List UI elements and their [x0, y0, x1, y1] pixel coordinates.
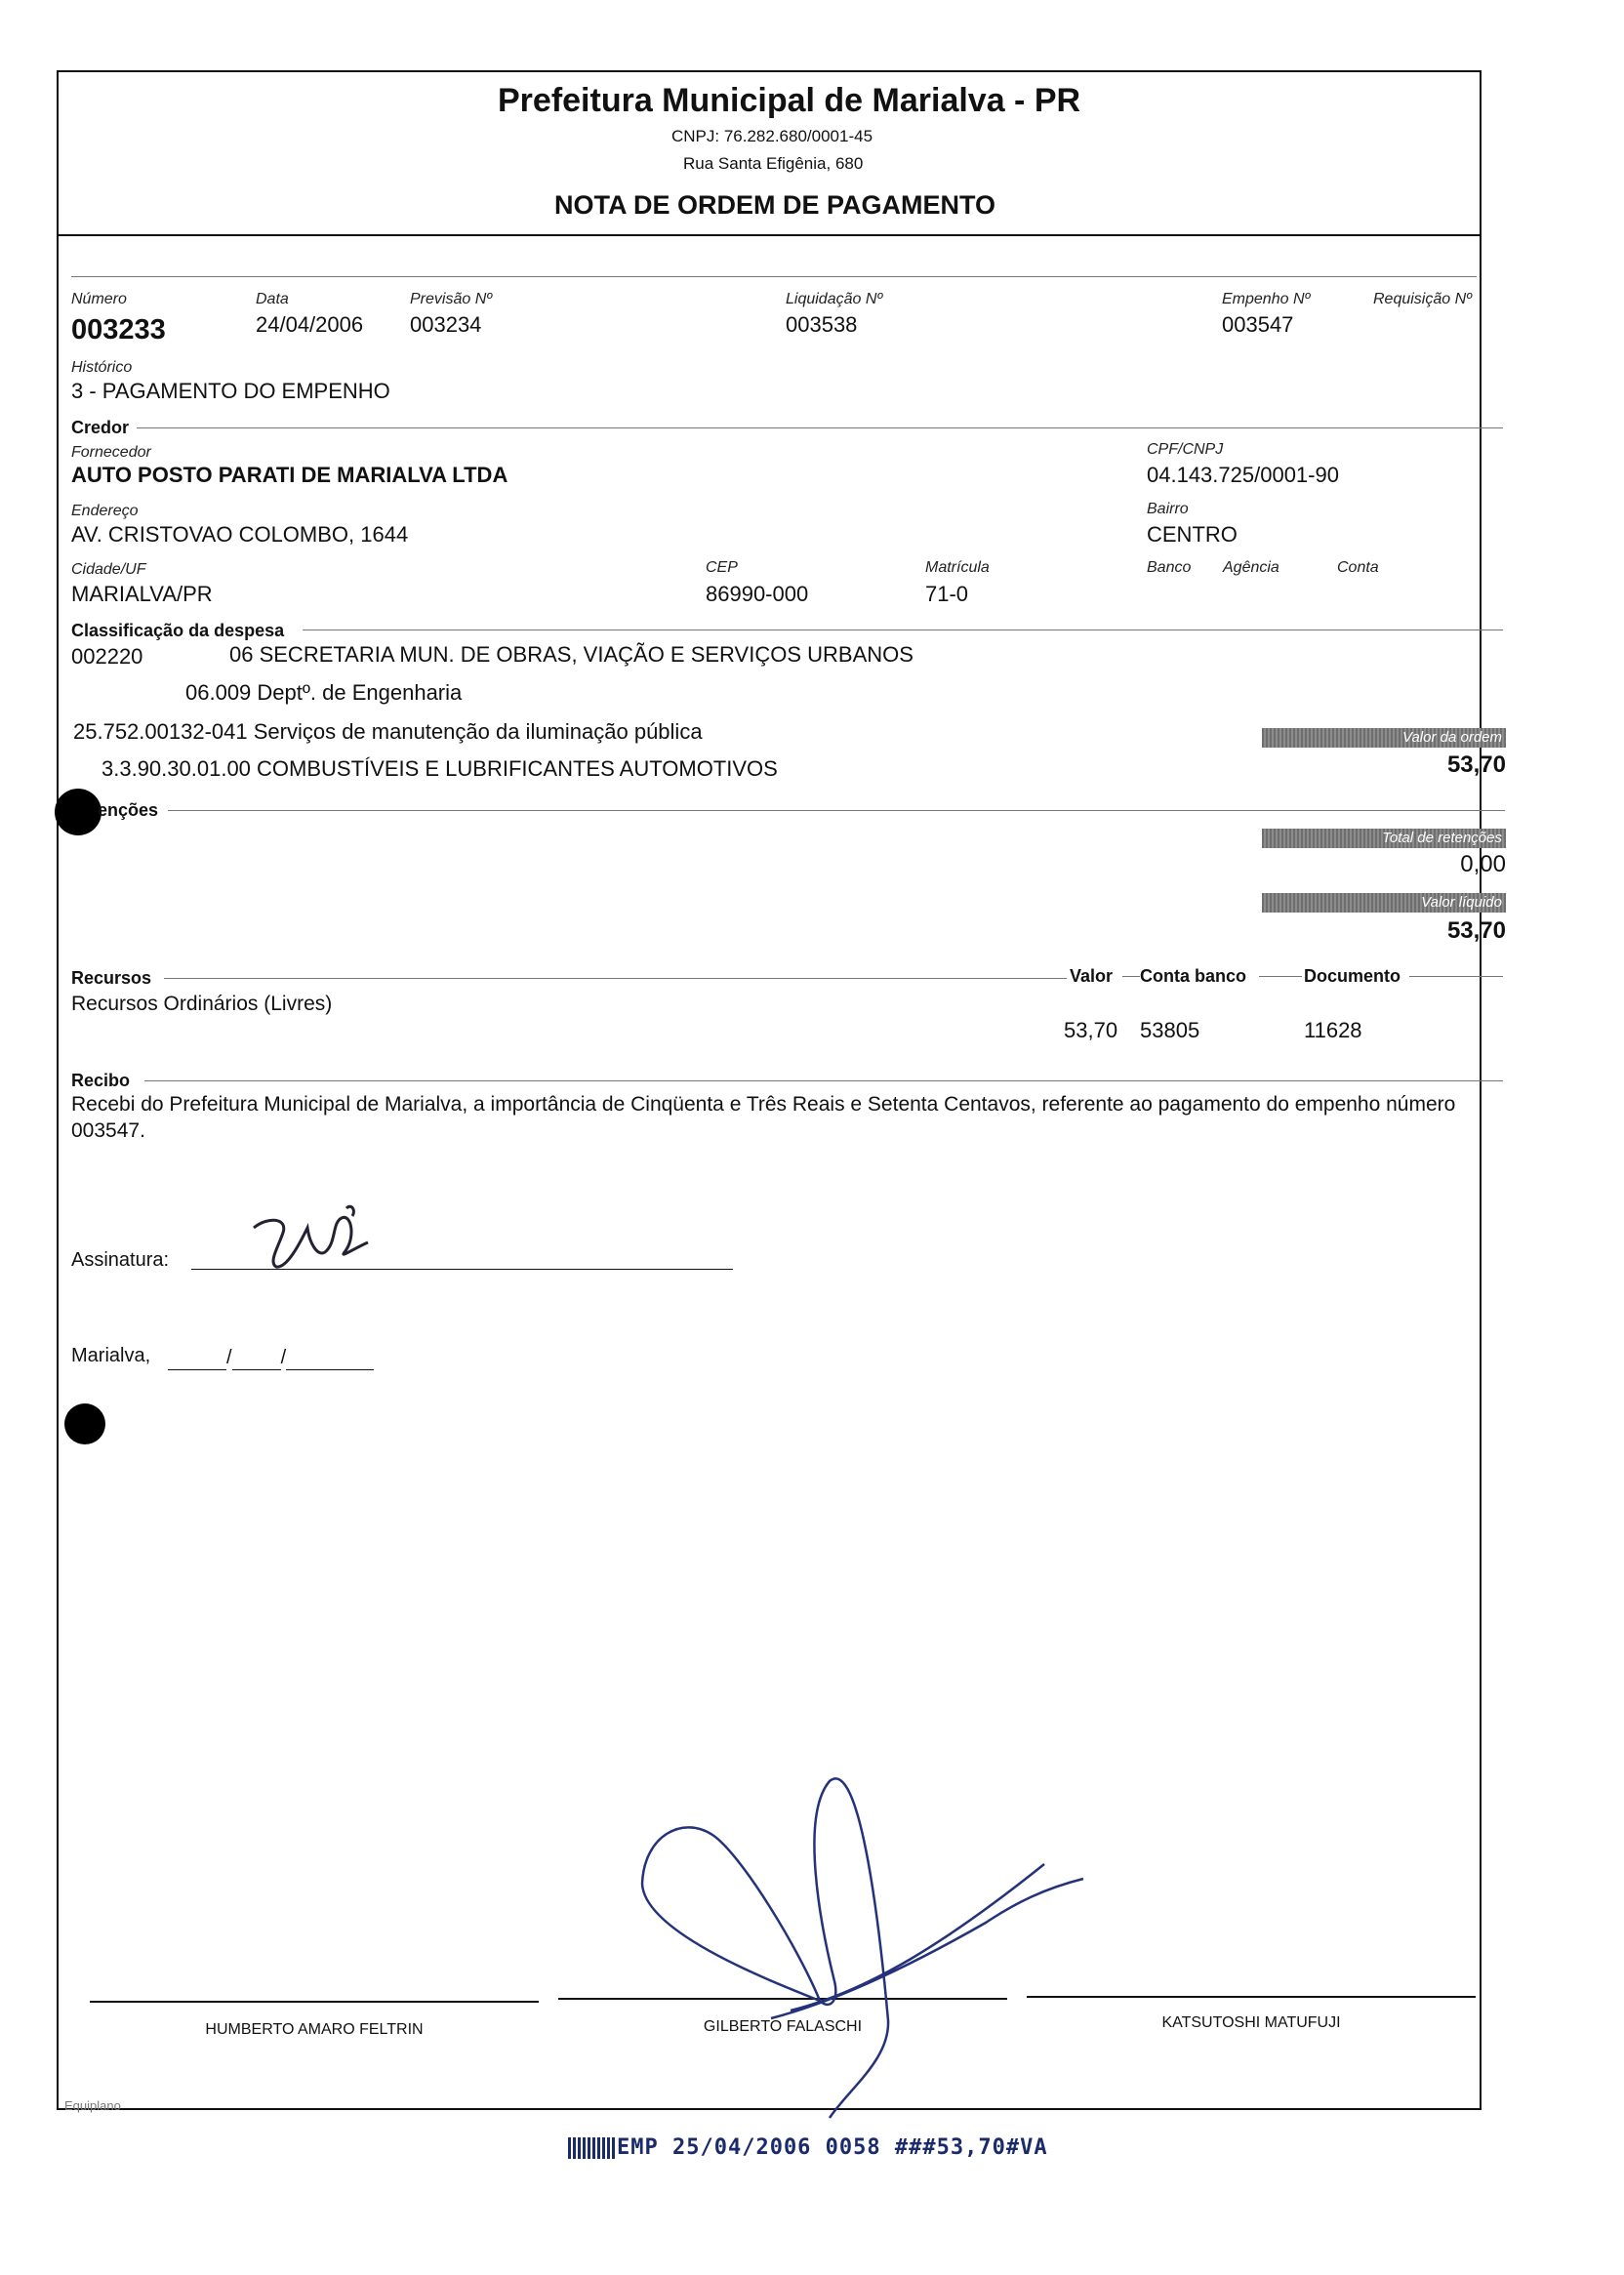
valor-ordem-label: Valor da ordem [1262, 728, 1506, 748]
matricula-label: Matrícula [925, 559, 990, 576]
recursos-descricao: Recursos Ordinários (Livres) [71, 993, 333, 1015]
bairro-value: CENTRO [1147, 522, 1238, 547]
previsao-label: Previsão Nº [410, 291, 493, 307]
valor-liquido-value: 53,70 [1446, 917, 1506, 944]
recursos-documento-header: Documento [1304, 966, 1401, 986]
valor-ordem-value: 53,70 [1446, 752, 1506, 778]
credor-rule [137, 427, 1503, 428]
numero-label: Número [71, 291, 127, 307]
top-rule [71, 276, 1477, 277]
recibo-signature [249, 1198, 386, 1277]
recursos-rule-4 [1409, 976, 1503, 977]
header-divider [57, 234, 1482, 236]
empenho-value: 003547 [1222, 312, 1294, 337]
banco-label: Banco [1147, 559, 1192, 576]
liquidacao-label: Liquidação Nº [786, 291, 883, 307]
page-title: Prefeitura Municipal de Marialva - PR [498, 82, 1081, 119]
numero-value: 003233 [71, 314, 166, 345]
credor-section: Credor [71, 418, 130, 437]
software-footer: Equiplano [64, 2098, 121, 2113]
elemento-line: 3.3.90.30.01.00 COMBUSTÍVEIS E LUBRIFICANTES AUTOMOTIVOS [102, 756, 778, 781]
historico-label: Histórico [71, 359, 133, 376]
previsao-value: 003234 [410, 312, 482, 337]
recursos-valor: 53,70 [1064, 1018, 1118, 1042]
recursos-rule-2 [1122, 976, 1140, 977]
bairro-label: Bairro [1147, 501, 1189, 517]
address-line: Rua Santa Efigênia, 680 [683, 154, 864, 173]
recibo-section: Recibo [71, 1071, 131, 1090]
gilberto-signature [625, 1767, 1113, 2128]
recursos-documento: 11628 [1304, 1018, 1362, 1042]
fornecedor-value: AUTO POSTO PARATI DE MARIALVA LTDA [71, 463, 508, 487]
cidade-label: Cidade/UF [71, 561, 146, 578]
fornecedor-label: Fornecedor [71, 444, 151, 461]
retencoes-section: enções [98, 800, 159, 820]
date-blanks[interactable]: / / [168, 1347, 374, 1370]
punch-hole [55, 789, 102, 835]
historico-value: 3 - PAGAMENTO DO EMPENHO [71, 379, 390, 403]
recursos-valor-header: Valor [1070, 966, 1114, 986]
cep-value: 86990-000 [706, 582, 809, 606]
recursos-rule-3 [1259, 976, 1302, 977]
cpf-value: 04.143.725/0001-90 [1147, 463, 1339, 487]
stamp-logo [568, 2137, 615, 2159]
signatory-2: GILBERTO FALASCHI [703, 2018, 863, 2035]
valor-liquido-label: Valor líquido [1262, 893, 1506, 913]
recibo-text: Recebi do Prefeitura Municipal de Marialva, a importância de Cinqüenta e Três Reais e Setenta Centavos, referente ao pagamento do empenho número 003547. [71, 1093, 1456, 1142]
local-label: Marialva, [71, 1345, 151, 1366]
requisicao-label: Requisição Nº [1373, 291, 1472, 307]
mechanical-stamp: EMP 25/04/2006 0058 ###53,70#VA [617, 2135, 1048, 2160]
servico-line: 25.752.00132-041 Serviços de manutenção da iluminação pública [73, 719, 703, 744]
liquidacao-value: 003538 [786, 312, 858, 337]
recursos-conta: 53805 [1140, 1018, 1200, 1042]
recursos-rule [164, 978, 1067, 979]
total-retencoes-value: 0,00 [1460, 851, 1506, 877]
retencoes-rule [168, 810, 1505, 811]
classificacao-code: 002220 [71, 644, 143, 669]
matricula-value: 71-0 [925, 582, 969, 606]
recibo-rule [144, 1080, 1503, 1081]
recursos-section: Recursos [71, 968, 152, 988]
punch-hole-2 [64, 1403, 105, 1444]
assinatura-label: Assinatura: [71, 1249, 170, 1271]
data-value: 24/04/2006 [256, 312, 364, 337]
signature-line-1 [90, 2001, 539, 2003]
signatory-3: KATSUTOSHI MATUFUJI [1161, 2014, 1341, 2031]
departamento-line: 06.009 Deptº. de Engenharia [185, 680, 463, 705]
endereco-label: Endereço [71, 503, 139, 519]
empenho-label: Empenho Nº [1222, 291, 1311, 307]
cnpj-line: CNPJ: 76.282.680/0001-45 [671, 127, 873, 145]
cep-label: CEP [706, 559, 738, 576]
total-retencoes-label: Total de retenções [1262, 829, 1506, 848]
endereco-value: AV. CRISTOVAO COLOMBO, 1644 [71, 522, 409, 547]
data-label: Data [256, 291, 289, 307]
classificacao-section: Classificação da despesa [71, 621, 285, 640]
document-title: NOTA DE ORDEM DE PAGAMENTO [554, 190, 996, 220]
signatory-1: HUMBERTO AMARO FELTRIN [205, 2021, 424, 2038]
recursos-conta-header: Conta banco [1140, 966, 1247, 986]
cpf-label: CPF/CNPJ [1147, 441, 1224, 458]
agencia-label: Agência [1223, 559, 1279, 576]
cidade-value: MARIALVA/PR [71, 582, 213, 606]
secretaria-line: 06 SECRETARIA MUN. DE OBRAS, VIAÇÃO E SERVIÇOS URBANOS [229, 642, 914, 667]
conta-label: Conta [1337, 559, 1379, 576]
